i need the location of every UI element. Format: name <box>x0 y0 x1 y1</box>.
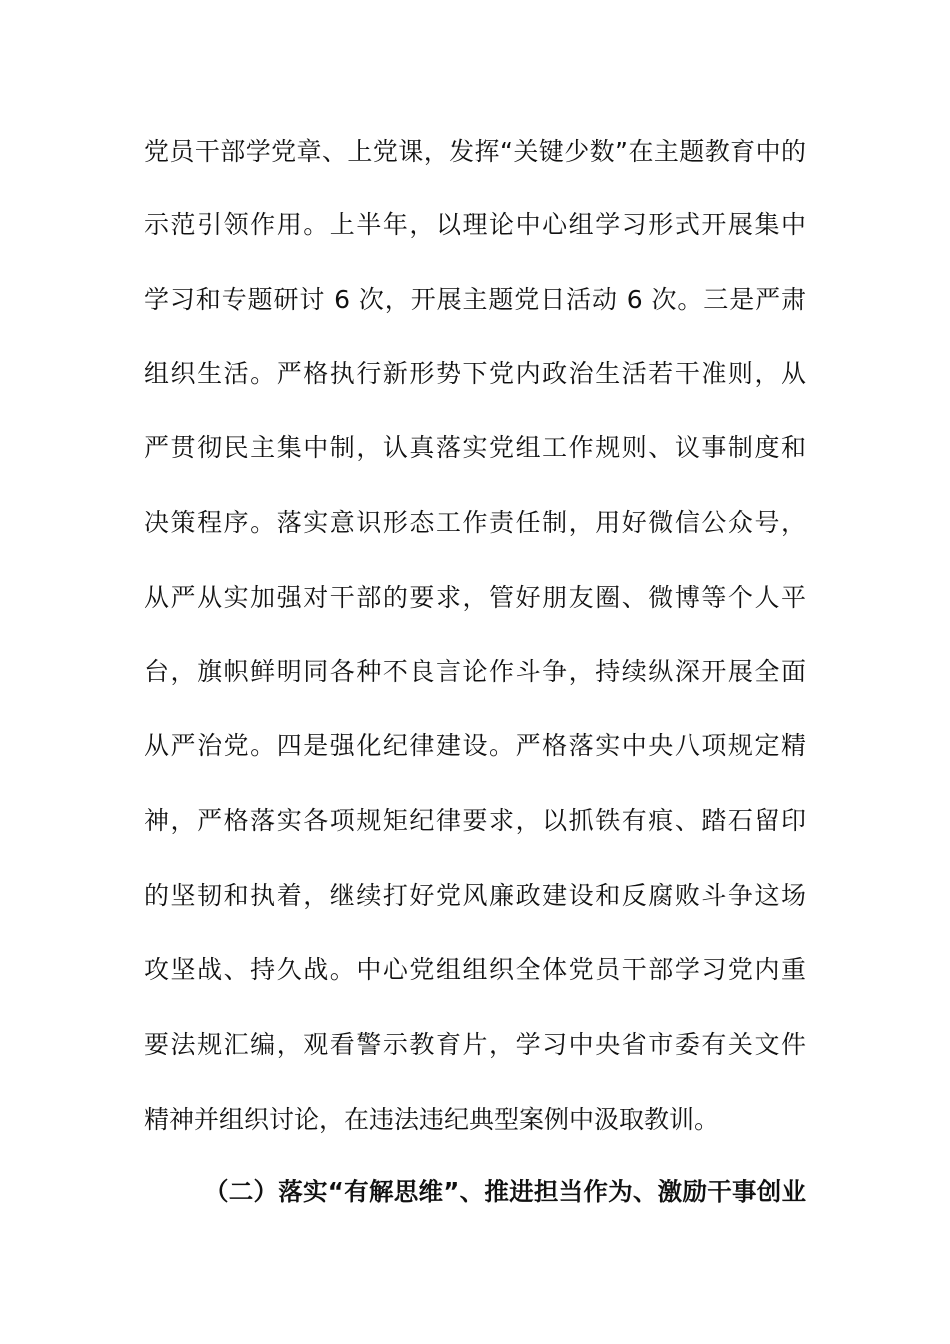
body-line: 组织生活。严格执行新形势下党内政治生活若干准则，从 <box>144 359 806 388</box>
body-line: 要法规汇编，观看警示教育片，学习中央省市委有关文件 <box>144 1030 806 1059</box>
body-line: 台，旗帜鲜明同各种不良言论作斗争，持续纵深开展全面 <box>144 657 806 686</box>
body-line: 党员干部学党章、上党课，发挥“关键少数”在主题教育中的 <box>144 137 806 166</box>
body-line-last: 精神并组织讨论，在违法违纪典型案例中汲取教训。 <box>144 1105 720 1134</box>
body-line: 示范引领作用。上半年，以理论中心组学习形式开展集中 <box>144 210 806 239</box>
body-line: 学习和专题研讨 6 次，开展主题党日活动 6 次。三是严肃 <box>144 285 806 314</box>
body-line: 的坚韧和执着，继续打好党风廉政建设和反腐败斗争这场 <box>144 881 806 910</box>
body-line: 从严从实加强对干部的要求，管好朋友圈、微博等个人平 <box>144 583 806 612</box>
body-line: 决策程序。落实意识形态工作责任制，用好微信公众号， <box>144 508 806 537</box>
section-heading: （二）落实“有解思维”、推进担当作为、激励干事创业 <box>204 1177 806 1206</box>
body-line: 攻坚战、持久战。中心党组组织全体党员干部学习党内重 <box>144 955 806 984</box>
body-line: 严贯彻民主集中制，认真落实党组工作规则、议事制度和 <box>144 433 806 462</box>
body-line: 神，严格落实各项规矩纪律要求，以抓铁有痕、踏石留印 <box>144 806 806 835</box>
body-line: 从严治党。四是强化纪律建设。严格落实中央八项规定精 <box>144 731 806 760</box>
